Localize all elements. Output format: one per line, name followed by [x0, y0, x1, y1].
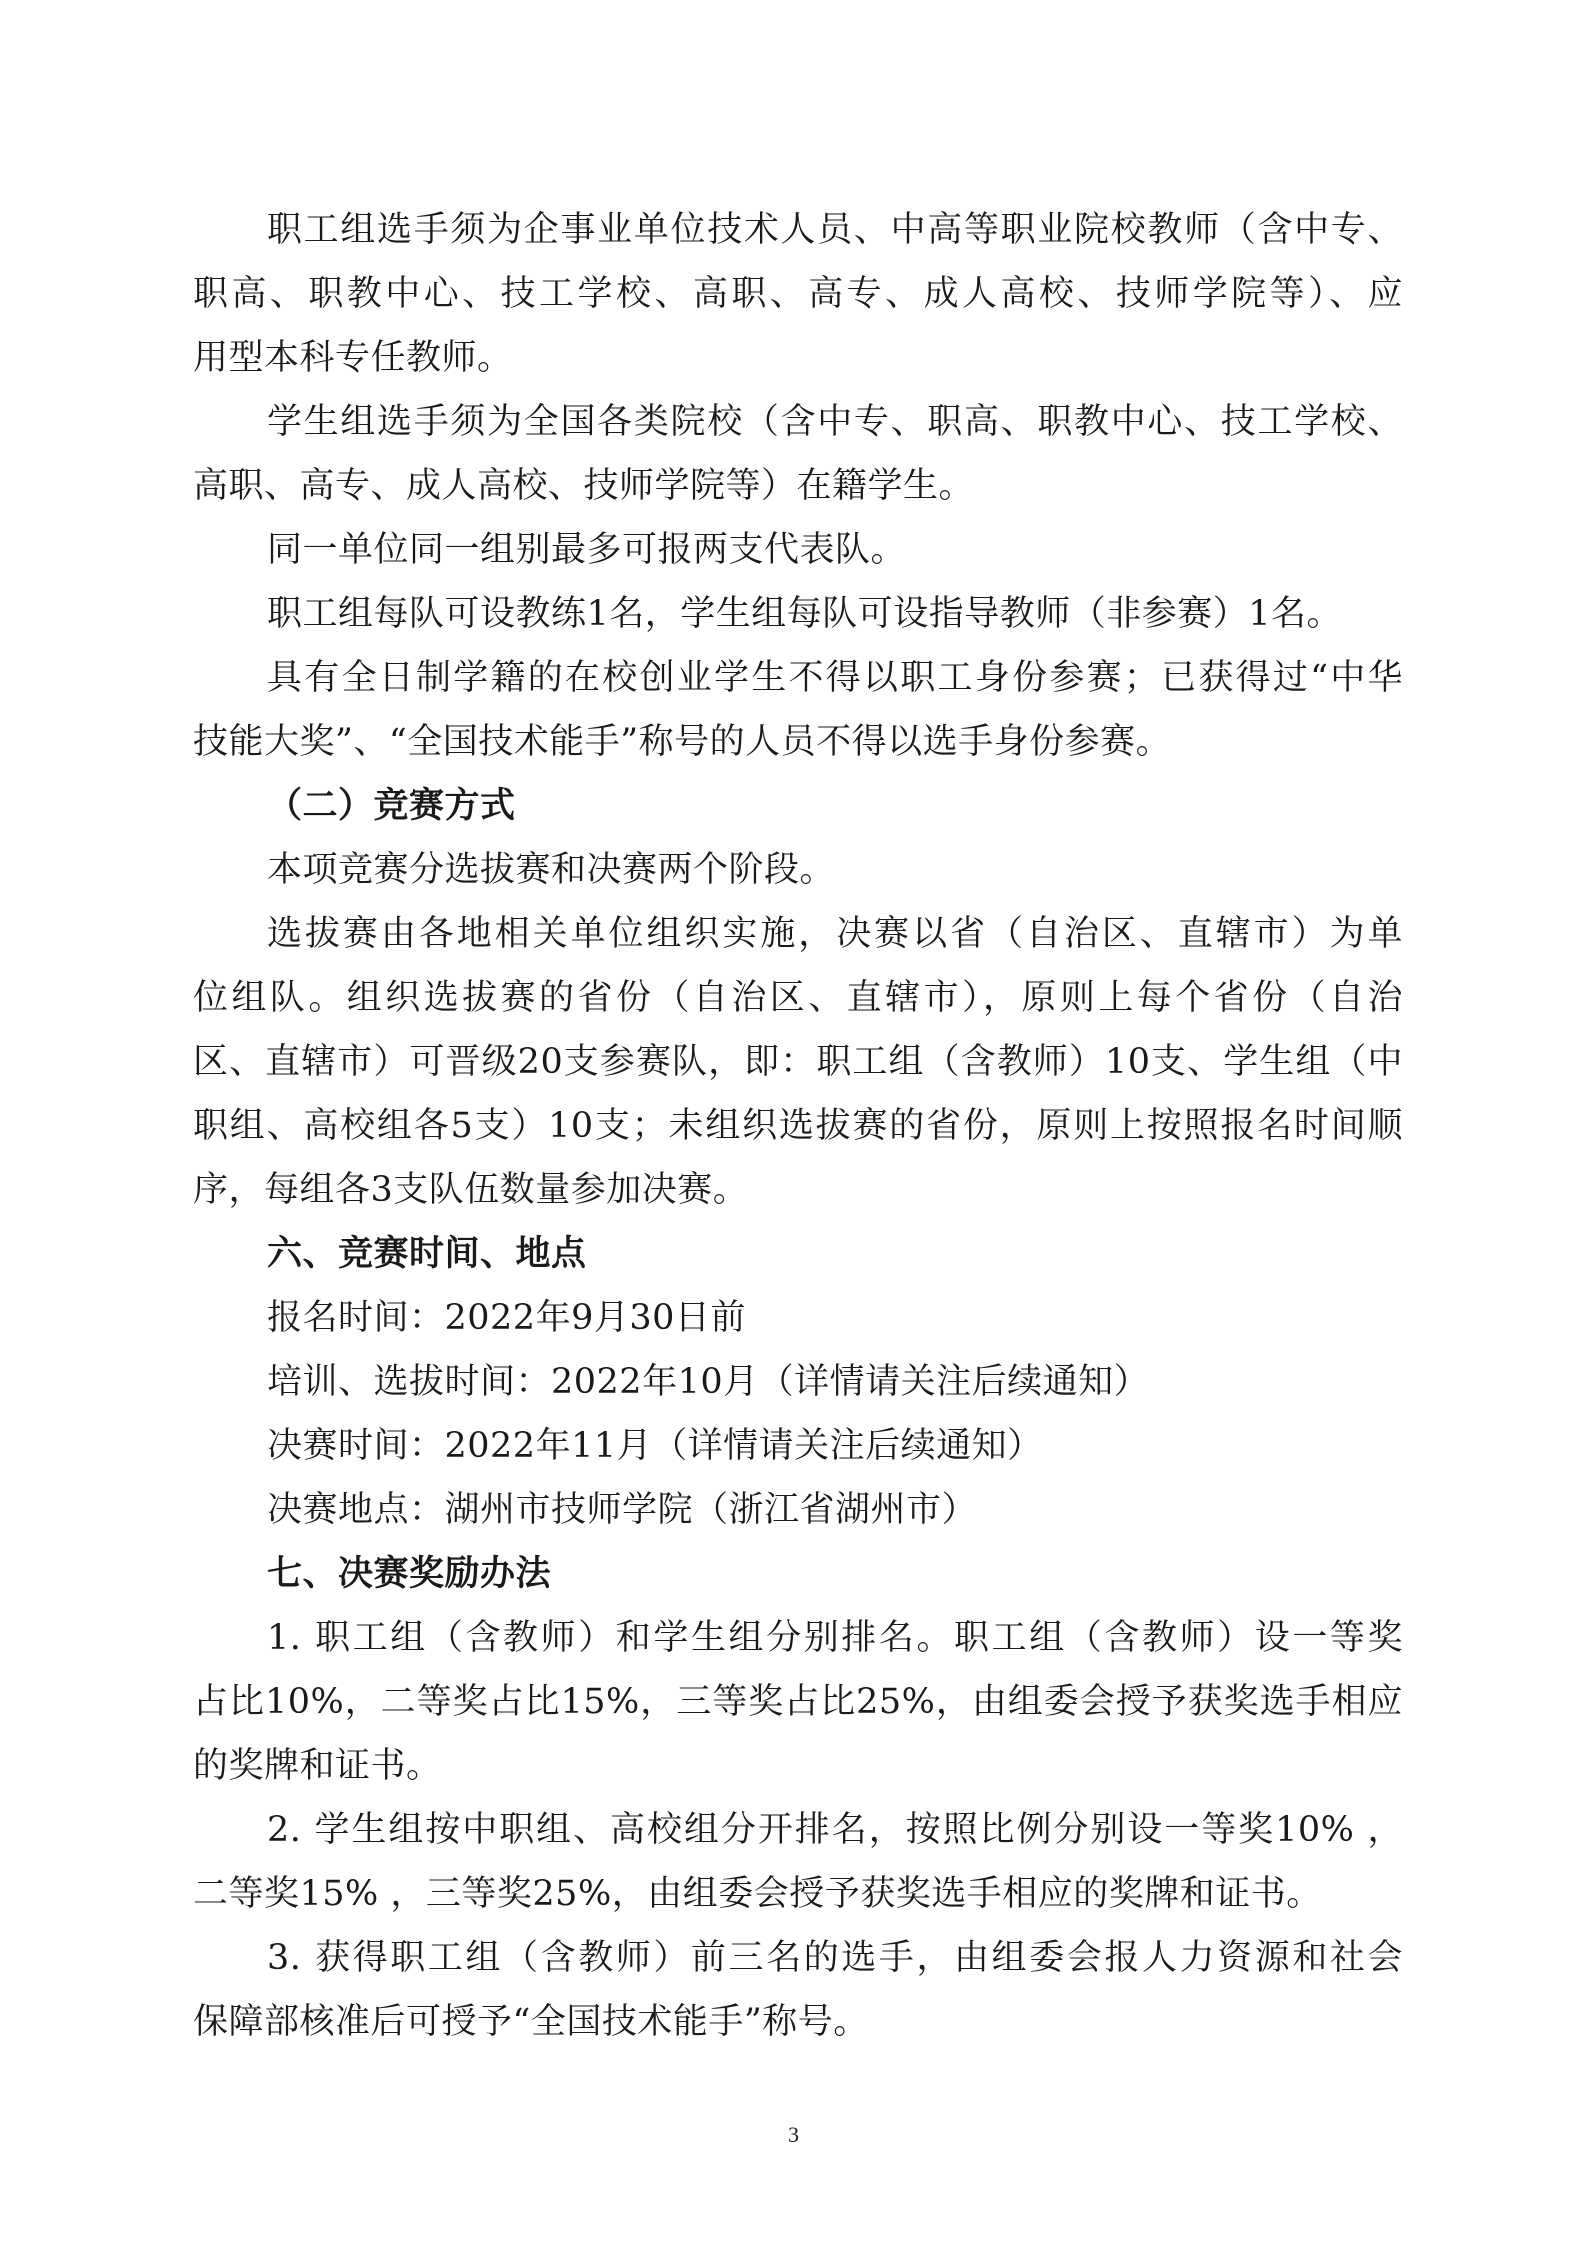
paragraph-line: 3. 获得职工组（含教师）前三名的选手，由组委会报人力资源和社会 [267, 1938, 1403, 1978]
paragraph-line: 职工组每队可设教练1名，学生组每队可设指导教师（非参赛）1名。 [267, 594, 1343, 634]
paragraph-line: 区、直辖市）可晋级20支参赛队，即：职工组（含教师）10支、学生组（中 [193, 1042, 1403, 1082]
paragraph-line: 职工组选手须为企事业单位技术人员、中高等职业院校教师（含中专、 [267, 210, 1403, 250]
paragraph-line: 技能大奖”、“全国技术能手”称号的人员不得以选手身份参赛。 [193, 722, 1172, 762]
document-body [193, 198, 1403, 2054]
paragraph-line: 保障部核准后可授予“全国技术能手”称号。 [193, 2002, 869, 2042]
paragraph-line: 选拔赛由各地相关单位组织实施，决赛以省（自治区、直辖市）为单 [267, 914, 1403, 954]
paragraph-line: 高职、高专、成人高校、技师学院等）在籍学生。 [193, 466, 975, 506]
section-heading: （二）竞赛方式 [267, 785, 516, 826]
section-heading: 七、决赛奖励办法 [267, 1553, 552, 1594]
paragraph-line: 本项竞赛分选拔赛和决赛两个阶段。 [267, 850, 836, 890]
paragraph-line: 位组队。组织选拔赛的省份（自治区、直辖市），原则上每个省份（自治 [193, 978, 1403, 1018]
section-heading: 六、竞赛时间、地点 [267, 1233, 587, 1274]
paragraph-line: 同一单位同一组别最多可报两支代表队。 [267, 530, 907, 570]
paragraph-line: 职组、高校组各5支）10支；未组织选拔赛的省份，原则上按照报名时间顺 [193, 1106, 1403, 1146]
paragraph-line: 职高、职教中心、技工学校、高职、高专、成人高校、技师学院等）、应 [193, 274, 1403, 314]
paragraph-line: 决赛地点：湖州市技师学院（浙江省湖州市） [267, 1490, 978, 1530]
paragraph-line: 决赛时间：2022年11月（详情请关注后续通知） [267, 1426, 1043, 1466]
paragraph-line: 1. 职工组（含教师）和学生组分别排名。职工组（含教师）设一等奖 [267, 1618, 1403, 1658]
paragraph-line: 具有全日制学籍的在校创业学生不得以职工身份参赛；已获得过“中华 [267, 658, 1403, 698]
paragraph-line: 二等奖15% ，三等奖25%，由组委会授予获奖选手相应的奖牌和证书。 [193, 1874, 1322, 1914]
paragraph-line: 学生组选手须为全国各类院校（含中专、职高、职教中心、技工学校、 [267, 402, 1403, 442]
paragraph-line: 占比10%，二等奖占比15%，三等奖占比25%，由组委会授予获奖选手相应 [193, 1682, 1403, 1722]
page-number: 3 [788, 2122, 799, 2147]
paragraph-line: 的奖牌和证书。 [193, 1746, 442, 1786]
paragraph-line: 用型本科专任教师。 [193, 338, 513, 378]
paragraph-line: 培训、选拔时间：2022年10月（详情请关注后续通知） [267, 1362, 1150, 1402]
paragraph-line: 2. 学生组按中职组、高校组分开排名，按照比例分别设一等奖10% ， [267, 1810, 1403, 1850]
paragraph-line: 序，每组各3支队伍数量参加决赛。 [193, 1170, 749, 1210]
paragraph-line: 报名时间：2022年9月30日前 [267, 1298, 746, 1338]
